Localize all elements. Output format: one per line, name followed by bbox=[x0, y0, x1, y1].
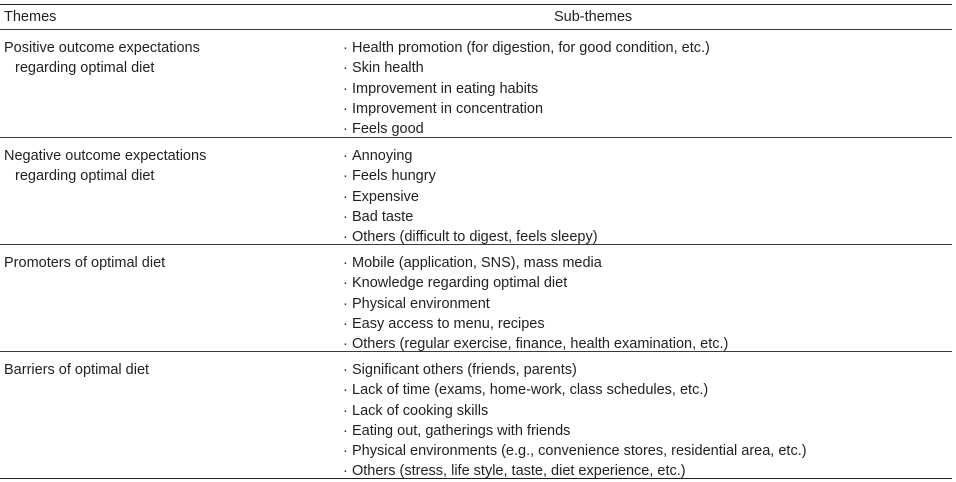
theme-label: Negative outcome expectations regarding optimal diet bbox=[4, 148, 207, 184]
subtheme-list bbox=[343, 253, 728, 354]
subtheme-item: · Others (difficult to digest, feels sleepy) bbox=[343, 229, 598, 246]
subtheme-item: · Knowledge regarding optimal diet bbox=[343, 275, 568, 292]
subtheme-item: · Annoying bbox=[343, 148, 413, 164]
header-subthemes: Sub-themes bbox=[554, 9, 633, 25]
subtheme-item: · Skin health bbox=[343, 60, 424, 77]
theme-group-negative bbox=[0, 138, 952, 244]
subtheme-item: · Bad taste bbox=[343, 208, 414, 225]
subtheme-item: · Significant others (friends, parents) bbox=[343, 362, 577, 378]
subtheme-item: · Physical environment bbox=[343, 295, 490, 312]
subtheme-item: · Improvement in concentration bbox=[343, 100, 544, 117]
subtheme-item: · Eating out, gatherings with friends bbox=[343, 422, 571, 439]
subtheme-item: · Feels good bbox=[343, 121, 424, 138]
header-themes: Themes bbox=[4, 9, 57, 25]
subtheme-item: · Health promotion (for digestion, for good condition, etc.) bbox=[343, 40, 710, 56]
theme-label: Promoters of optimal diet bbox=[4, 255, 166, 271]
subtheme-item: · Others (regular exercise, finance, health examination, etc.) bbox=[343, 336, 729, 353]
theme-group-barriers bbox=[0, 352, 952, 478]
subtheme-item: · Expensive bbox=[343, 188, 419, 205]
subtheme-item: · Lack of time (exams, home-work, class schedules, etc.) bbox=[343, 382, 709, 399]
subtheme-list bbox=[343, 146, 598, 247]
subtheme-item: · Easy access to menu, recipes bbox=[343, 315, 545, 332]
theme-label: Positive outcome expectations regarding optimal diet bbox=[4, 40, 200, 76]
subtheme-item: · Physical environments (e.g., convenience stores, residential area, etc.) bbox=[343, 443, 807, 460]
table-header bbox=[0, 5, 952, 29]
theme-label: Barriers of optimal diet bbox=[4, 362, 150, 378]
subtheme-item: · Others (stress, life style, taste, diet experience, etc.) bbox=[343, 463, 686, 480]
themes-table bbox=[0, 4, 952, 479]
subtheme-item: · Lack of cooking skills bbox=[343, 402, 489, 419]
subtheme-list bbox=[343, 38, 710, 139]
subtheme-list bbox=[343, 360, 807, 482]
theme-group-promoters bbox=[0, 245, 952, 351]
subtheme-item: · Feels hungry bbox=[343, 168, 436, 185]
theme-group-positive bbox=[0, 30, 952, 137]
subtheme-item: · Improvement in eating habits bbox=[343, 80, 539, 97]
subtheme-item: · Mobile (application, SNS), mass media bbox=[343, 255, 602, 271]
